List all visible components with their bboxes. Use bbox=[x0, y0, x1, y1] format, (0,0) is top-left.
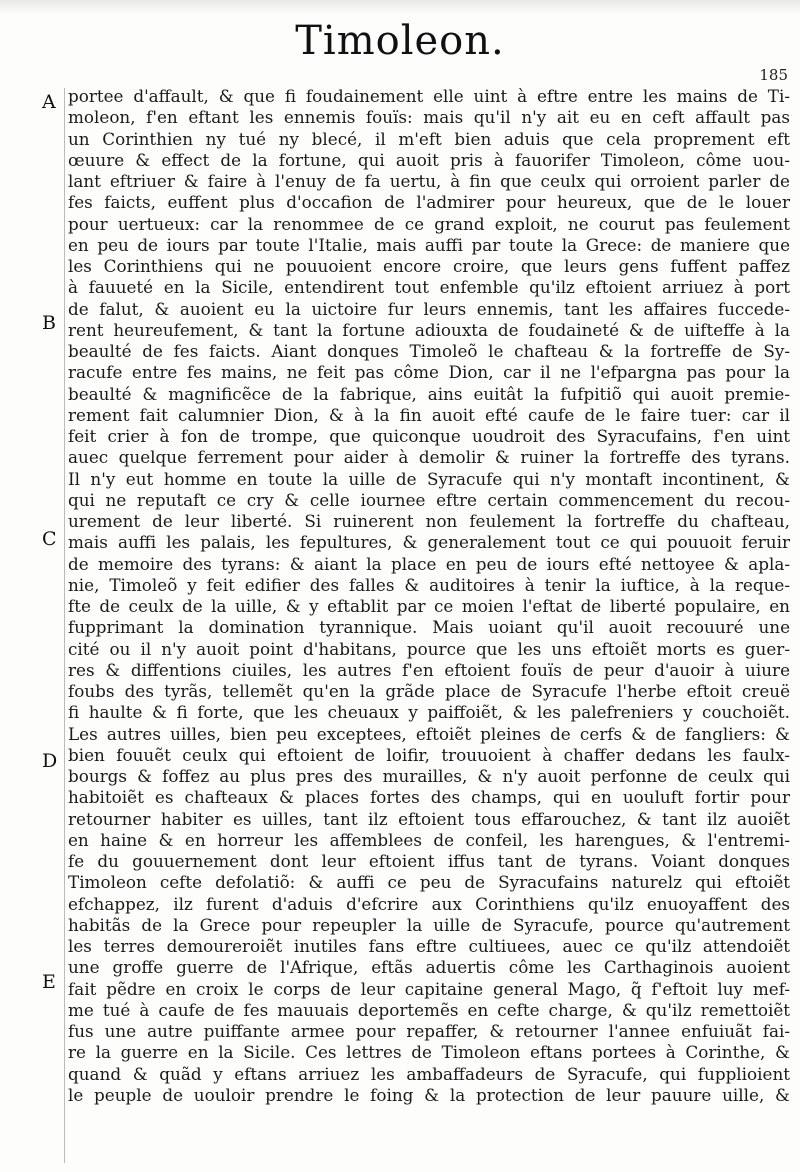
text-line: rent heureufement, & tant la fortune adiouxta de foudaineté & de uifteffe à la bbox=[68, 319, 790, 340]
margin-rule bbox=[64, 88, 65, 1163]
text-line: nie, Timoleõ y feit edifier des falles & auditoires à tenir la iuftice, à la reque- bbox=[68, 574, 790, 595]
text-line: de memoire des tyrans: & aiant la place en peu de iours efté nettoyee & apla- bbox=[68, 553, 790, 574]
page-number: 185 bbox=[759, 66, 788, 84]
text-line: Il n'y eut homme en toute la uille de Syracufe qui n'y montaft incontinent, & bbox=[68, 468, 790, 489]
text-line: quand & quãd y eftans arriuez les ambaffadeurs de Syracufe, qui fupplioient bbox=[68, 1063, 790, 1084]
margin-marker-a: A bbox=[42, 91, 56, 113]
text-line: un Corinthien ny tué ny blecé, il m'eft bien aduis que cela proprement eft bbox=[68, 128, 790, 149]
text-line: fupprimant la domination tyrannique. Mais uoiant qu'il auoit recouuré une bbox=[68, 617, 790, 638]
text-line: Timoleon cefte defolatiõ: & auffi ce peu de Syracufains naturelz qui eftoiẽt bbox=[68, 872, 790, 893]
text-line: bien fouuẽt ceulx qui eftoient de loifir, trouuoient à chaffer dedans les faulx- bbox=[68, 744, 790, 765]
text-line: cité ou il n'y auoit point d'habitans, pource que les uns eftoiẽt morts es guer- bbox=[68, 638, 790, 659]
text-line: de falut, & auoient eu la uictoire fur leurs ennemis, tant les affaires fuccede- bbox=[68, 298, 790, 319]
margin-marker-e: E bbox=[42, 971, 56, 993]
text-line: portee d'affault, & que fi foudainement elle uint à eftre entre les mains de Ti- bbox=[68, 86, 790, 106]
text-line: fe du gouuernement dont leur eftoient iffus tant de tyrans. Voiant donques bbox=[68, 851, 790, 871]
text-line: en haine & en horreur les affemblees de confeil, les harengues, & l'entremi- bbox=[68, 829, 790, 850]
text-line: beaulté & magnificẽce de la fabrique, ains euitât la fufpitiõ qui auoit premie- bbox=[68, 383, 790, 404]
text-line: me tué à caufe de fes mauuais deportemẽs en cefte charge, & qu'ilz remettoiẽt bbox=[68, 999, 790, 1020]
text-line: lant eftriuer & faire à l'enuy de fa uertu, à fin que ceulx qui orroient parler de bbox=[68, 171, 790, 191]
text-line: les Corinthiens qui ne pouuoient encore croire, que leurs gens fuffent paffez bbox=[68, 256, 790, 276]
text-line: fait pẽdre en croix le corps de leur capitaine general Mago, q̃ f'eftoit luy mef- bbox=[68, 978, 790, 999]
text-line: habitoiẽt es chafteaux & places fortes des champs, qui en uouluft fortir pour bbox=[68, 787, 790, 808]
text-line: Les autres uilles, bien peu exceptees, eftoiẽt pleines de cerfs & de fangliers: & bbox=[68, 723, 790, 744]
text-line: les terres demoureroiẽt inutiles fans eftre cultiuees, auec ce qu'ilz attendoiẽt bbox=[68, 936, 790, 956]
text-line: œuure & effect de la fortune, qui auoit pris à fauorifer Timoleon, côme uou- bbox=[68, 149, 790, 170]
text-line: beaulté de fes faicts. Aiant donques Timoleõ le chafteau & la fortreffe de Sy- bbox=[68, 341, 790, 361]
running-head-title: Timoleon. bbox=[295, 18, 505, 64]
text-line: en peu de iours par toute l'Italie, mais auffi par toute la Grece: de maniere que bbox=[68, 234, 790, 255]
text-line: racufe entre fes mains, ne feit pas côme Dion, car il ne l'efpargna pas pour la bbox=[68, 362, 790, 383]
margin-marker-b: B bbox=[42, 312, 56, 334]
text-line: feit crier à fon de trompe, que quiconque uoudroit des Syracufains, f'en uint bbox=[68, 426, 790, 446]
text-line: auec quelque ferrement pour aider à demolir & ruiner la fortreffe des tyrans. bbox=[68, 447, 790, 468]
text-line: re la guerre en la Sicile. Ces lettres de Timoleon eftans portees à Corinthe, & bbox=[68, 1042, 790, 1063]
text-line: bourgs & foffez au plus pres des murailles, & n'y auoit perfonne de ceulx qui bbox=[68, 766, 790, 786]
text-line: le peuple de uouloir prendre le foing & la protection de leur pauure uille, & bbox=[68, 1084, 790, 1105]
text-line: une groffe guerre de l'Afrique, eftãs aduertis côme les Carthaginois auoient bbox=[68, 957, 790, 978]
margin-marker-c: C bbox=[42, 528, 57, 550]
text-line: fes faicts, euffent plus d'occafion de l'admirer pour heureux, que de le louer bbox=[68, 192, 790, 213]
text-line: mais auffi les palais, les fepultures, & generalement tout ce qui pouuoit feruir bbox=[68, 532, 790, 553]
text-line: fus une autre puiffante armee pour repaffer, & retourner l'annee enfuiuãt fai- bbox=[68, 1021, 790, 1041]
text-line: rement fait calumnier Dion, & à la fin auoit efté caufe de le faire tuer: car il bbox=[68, 404, 790, 425]
body-text bbox=[68, 86, 790, 1106]
text-line: habitãs de la Grece pour repeupler la uille de Syracufe, pource qu'autrement bbox=[68, 914, 790, 935]
text-line: qui ne reputaft ce cry & celle iournee eftre certain commencement du recou- bbox=[68, 489, 790, 510]
text-line: urement de leur liberté. Si ruinerent non feulement la fortreffe du chafteau, bbox=[68, 511, 790, 531]
scan-edge bbox=[0, 0, 800, 14]
text-line: à fauueté en la Sicile, entendirent tout enfemble qu'ilz eftoient arriuez à port bbox=[68, 277, 790, 298]
text-line: fte de ceulx de la uille, & y eftablit par ce moien l'eftat de liberté populaire, en bbox=[68, 596, 790, 616]
margin-marker-d: D bbox=[42, 750, 58, 772]
text-line: pour uertueux: car la renommee de ce grand exploit, ne courut pas feulement bbox=[68, 213, 790, 234]
text-line: foubs des tyrãs, tellemẽt qu'en la grãde place de Syracufe l'herbe eftoit creuë bbox=[68, 681, 790, 701]
text-line: moleon, f'en eftant les ennemis fouïs: mais qu'il n'y ait eu en ceft affault pas bbox=[68, 107, 790, 128]
text-line: efchappez, ilz furent d'aduis d'efcrire aux Corinthiens qu'ilz enuoyaffent des bbox=[68, 893, 790, 914]
text-line: res & diffentions ciuiles, les autres f'en eftoient fouïs de peur d'auoir à uiure bbox=[68, 659, 790, 680]
text-line: retourner habiter es uilles, tant ilz eftoient tous effarouchez, & tant ilz auoiẽt bbox=[68, 808, 790, 829]
text-line: fi haulte & fi forte, que les cheuaux y paiffoiẽt, & les palefreniers y couchoiẽt. bbox=[68, 702, 790, 723]
